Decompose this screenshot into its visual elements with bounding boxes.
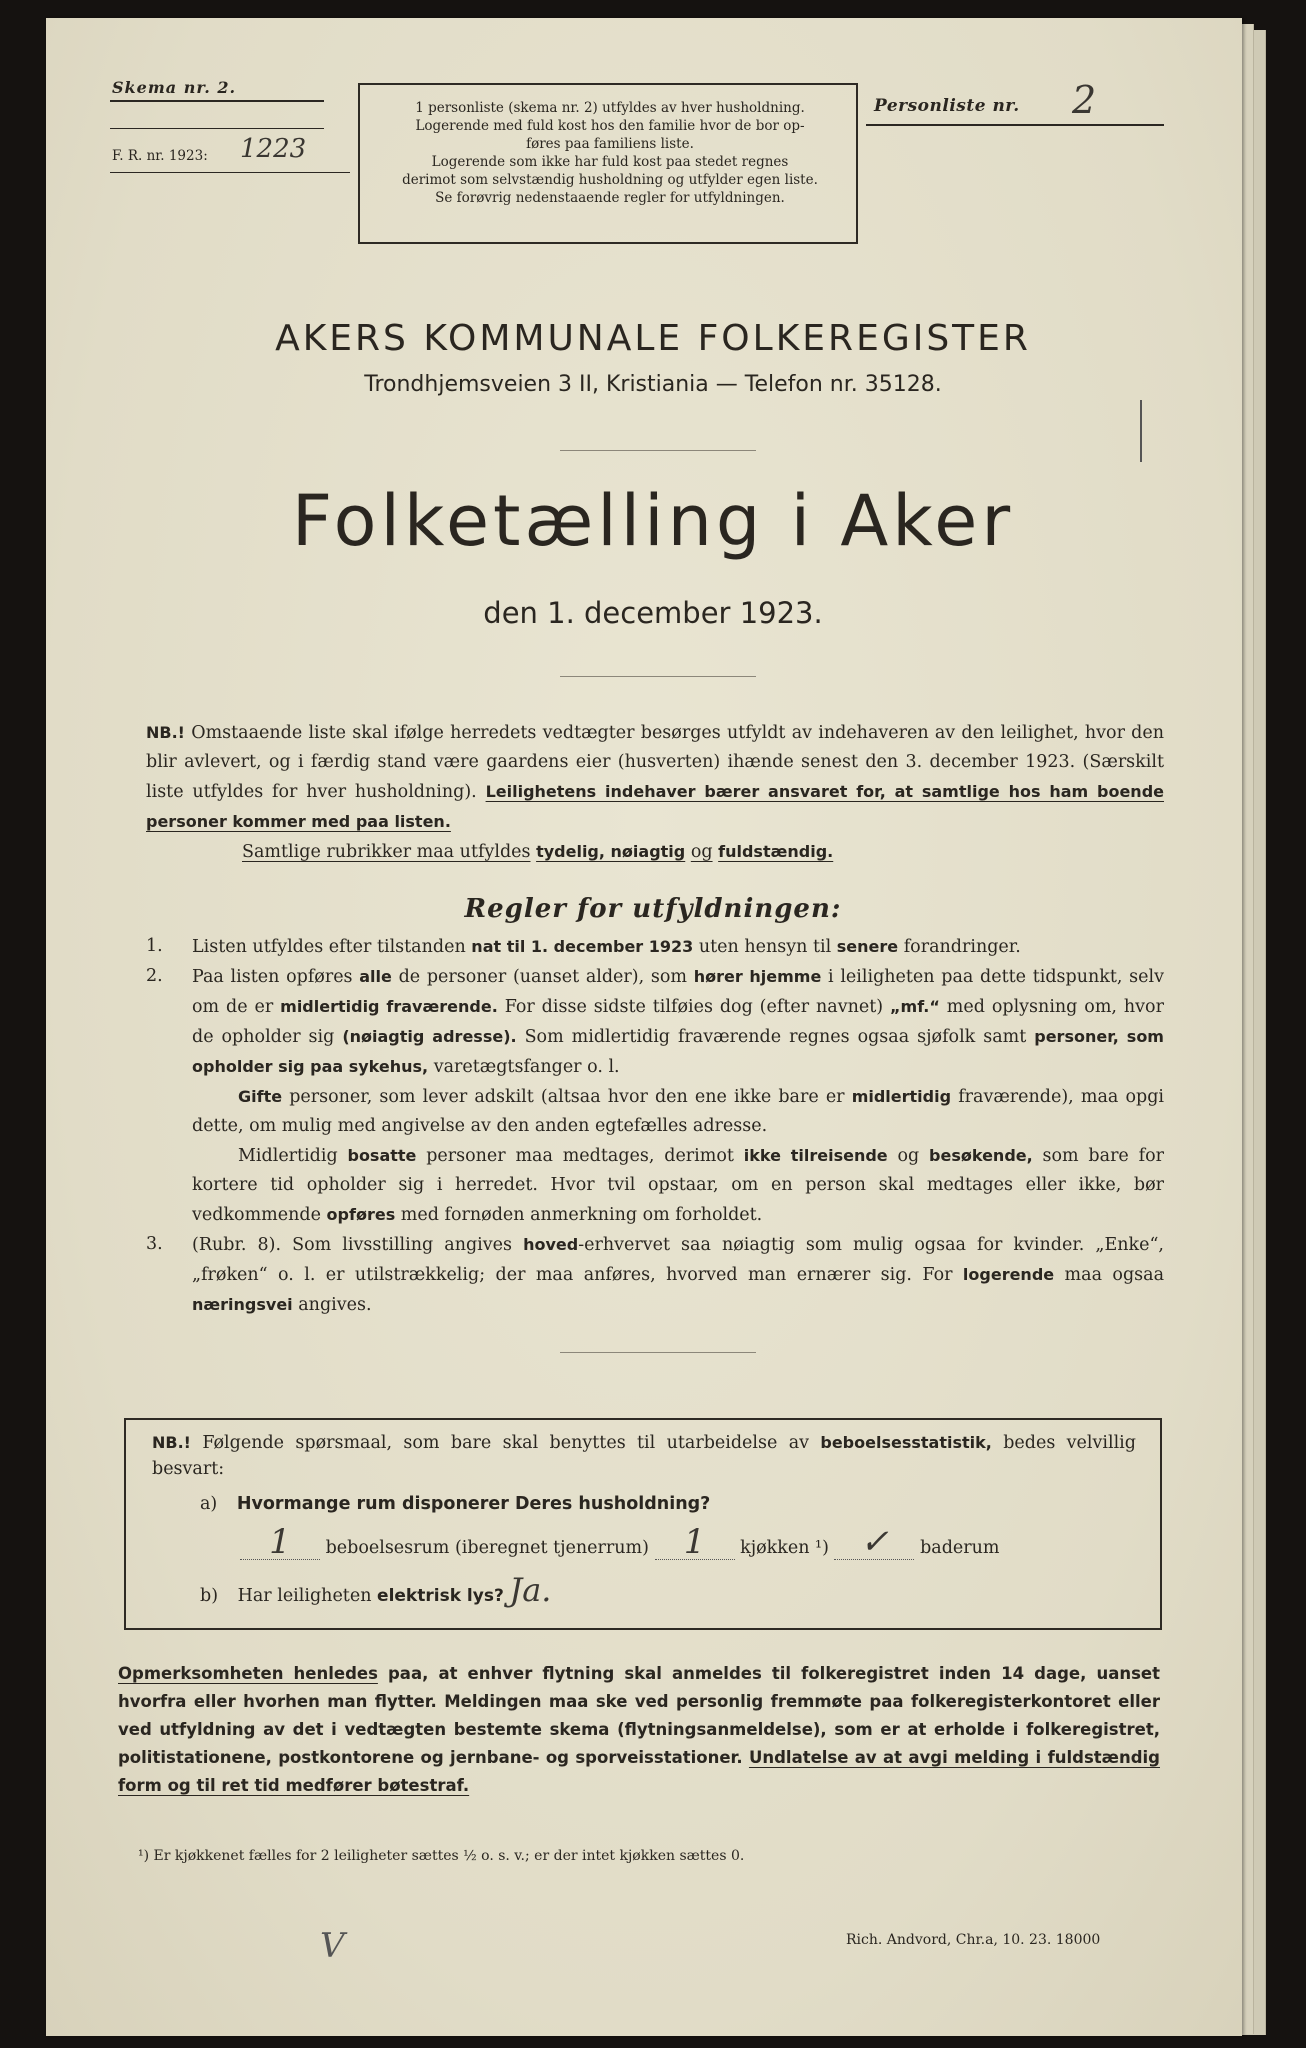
fr-rule <box>110 172 350 173</box>
rubrics-and: og <box>690 842 713 862</box>
rule-1 <box>146 932 1164 962</box>
rule-bold: hoved <box>523 1235 579 1254</box>
info-line: derimot som selvstændig husholdning og utfylder egen liste. <box>402 172 818 188</box>
rule-text: personer, som lever adskilt (altsaa hvor den ene ikke bare er <box>289 1087 845 1107</box>
skema-label: Skema nr. 2. <box>112 78 237 97</box>
organization-name: AKERS KOMMUNALE FOLKEREGISTER <box>275 318 1031 359</box>
question-b-bold: elektrisk lys? <box>377 1586 504 1606</box>
rule-bold: besøkende, <box>929 1146 1033 1165</box>
rule-bold: „mf.“ <box>890 997 940 1016</box>
rule-bold: Gifte <box>238 1087 283 1106</box>
rule-bold: ikke tilreisende <box>743 1146 888 1165</box>
rules-divider <box>560 1352 756 1353</box>
notice-lead: Opmerksomheten henledes <box>118 1664 378 1683</box>
question-a <box>152 1490 1136 1519</box>
personliste-rule <box>866 124 1164 126</box>
rule-text: med oplysning om, hvor de opholder sig <box>192 997 1164 1047</box>
question-b-text: Har leiligheten <box>237 1586 372 1606</box>
rule-text: fraværende), maa opgi dette, om mulig med angivelse av den anden egtefælles adresse. <box>192 1087 1164 1136</box>
rule-text: Listen utfyldes efter tilstanden <box>192 937 466 957</box>
housing-intro <box>152 1430 1136 1482</box>
housing-questions <box>152 1430 1136 1613</box>
rubrics-bold-1: tydelig, nøiagtig <box>536 842 686 861</box>
housing-intro-bold: beboelsesstatistik, <box>820 1433 992 1452</box>
question-a-answers <box>152 1522 1136 1565</box>
rule-text: med fornøden anmerkning om forholdet. <box>400 1205 763 1225</box>
rule-bold: senere <box>836 937 899 956</box>
moving-notice <box>118 1660 1160 1800</box>
household-info-box <box>358 83 858 244</box>
nb-rubrics <box>146 842 833 862</box>
bathroom-unit: baderum <box>920 1538 1000 1558</box>
nb-responsibility: Leilighetens indehaver bærer ansvaret for, at samtlige hos ham boende personer kommer med paa listen. <box>146 782 1164 831</box>
info-line: Logerende med fuld kost hos den familie hvor de bor op- <box>415 118 805 134</box>
rule-text: -erhvervet saa nøiagtig som mulig ogsaa for kvinder. „Enke“, „frøken“ o. l. er utilstrækkelig; der maa anføres, hvorved man ernærer sig. For <box>192 1235 1164 1285</box>
info-line: Logerende som ikke har fuld kost paa stedet regnes <box>431 154 789 170</box>
rules-list <box>146 932 1164 1320</box>
question-b-label: b) <box>200 1586 219 1606</box>
rules-heading: Regler for utfyldningen: <box>464 894 842 924</box>
rule-text: Paa listen opføres <box>192 967 353 987</box>
rule-text: som bare for kortere tid opholder sig i herredet. Hvor tvil opstaar, om en person skal medtages eller ikke, bør vedkommende <box>192 1146 1164 1225</box>
notice-text: paa, at enhver flytning skal anmeldes til folkeregistret inden 14 dage, uanset hvorfra eller hvorhen man flytter. Meldingen maa ske ved personlig fremmøte paa folkeregisterkontoret eller ved utfyldning av det i vedtægten bestemte skema (flytningsanmeldelse), som er at erholde i folkeregistret, politistationene, postkontorene og jernbane- og sporveisstationer. <box>118 1664 1160 1767</box>
rule-bold: midlertidig <box>851 1087 952 1106</box>
rule-bold: nat til 1. december 1923 <box>471 937 694 956</box>
rule-text: uten hensyn til <box>698 937 832 957</box>
notice-penalty: Undlatelse av at avgi melding i fuldstændig form og til ret tid medfører bøtestraf. <box>118 1748 1160 1795</box>
rule-bold: (nøiagtig adresse). <box>342 1027 517 1046</box>
rooms-unit: beboelsesrum (iberegnet tjenerrum) <box>325 1538 649 1558</box>
rule-bold: hører hjemme <box>693 967 822 986</box>
rule-2 <box>146 962 1164 1082</box>
question-a-text: Hvormange rum disponerer Deres husholdning? <box>236 1494 711 1514</box>
nb-text: Omstaaende liste skal ifølge herredets vedtægter besørges utfyldt av indehaveren av den leilighet, hvor den blir avlevert, og i færdig stand være gaardens eier (husverten) ihænde senest den 3. december 1923. (Særskilt liste utfyldes for hver husholdning). <box>146 723 1164 802</box>
rule-number: 1. <box>146 936 163 956</box>
rule-bold: midlertidig fraværende. <box>280 997 498 1016</box>
margin-pencil-stroke <box>1140 400 1142 462</box>
bathroom-answer[interactable]: ✓ <box>834 1525 914 1560</box>
rule-text: i leiligheten paa dette tidspunkt, selv om de er <box>192 967 1164 1017</box>
date-divider <box>560 676 756 677</box>
rule-text: (Rubr. 8). Som livsstilling angives <box>192 1235 513 1255</box>
rule-2-married <box>146 1082 1164 1141</box>
footnote: ¹) Er kjøkkenet fælles for 2 leiligheter sættes ½ o. s. v.; er der intet kjøkken sættes 0. <box>138 1848 745 1864</box>
pencil-mark: V <box>320 1926 345 1966</box>
electric-light-answer[interactable]: Ja. <box>509 1571 552 1609</box>
page-title: Folketælling i Aker <box>291 480 1015 562</box>
rule-2-temporary <box>146 1141 1164 1230</box>
rooms-answer[interactable]: 1 <box>240 1525 320 1560</box>
skema-rule <box>110 100 324 102</box>
rubrics-text: Samtlige rubrikker maa utfyldes <box>242 842 531 862</box>
rule-text: de personer (uanset alder), som <box>398 967 687 987</box>
rule-bold: næringsvei <box>192 1295 293 1314</box>
question-b <box>152 1573 1136 1613</box>
census-date: den 1. december 1923. <box>483 596 823 630</box>
rule-text: og <box>897 1146 920 1166</box>
rule-bold: bosatte <box>347 1146 417 1165</box>
info-line: 1 personliste (skema nr. 2) utfyldes av hver husholdning. <box>415 100 805 116</box>
housing-intro-text: bedes velvillig besvart: <box>152 1433 1136 1479</box>
rule-bold: alle <box>359 967 392 986</box>
question-a-label: a) <box>200 1494 218 1514</box>
info-line: føres paa familiens liste. <box>526 136 694 152</box>
rule-text: Midlertidig <box>238 1146 338 1166</box>
housing-intro-text: Følgende spørsmaal, som bare skal benyttes til utarbeidelse av <box>202 1433 810 1453</box>
rubrics-bold-2: fuldstændig. <box>718 842 834 861</box>
rule-text: forandringer. <box>903 937 1021 957</box>
rule-text: For disse sidste tilføies dog (efter navnet) <box>504 997 884 1017</box>
rule-bold: personer, som opholder sig paa sykehus, <box>192 1027 1164 1076</box>
rule-text: personer maa medtages, derimot <box>426 1146 734 1166</box>
skema-rule-2 <box>110 128 324 129</box>
rule-text: maa ogsaa <box>1064 1265 1164 1285</box>
personliste-value: 2 <box>1072 78 1097 122</box>
nb2-label: NB.! <box>152 1433 191 1452</box>
rule-3 <box>146 1230 1164 1320</box>
fr-number-label: F. R. nr. 1923: <box>112 148 208 164</box>
rule-text: Som midlertidig fraværende regnes ogsaa sjøfolk samt <box>524 1027 1027 1047</box>
nb-instructions <box>146 718 1164 867</box>
organization-address: Trondhjemsveien 3 II, Kristiania — Telefon nr. 35128. <box>364 372 942 397</box>
rule-number: 2. <box>146 966 163 986</box>
nb-label: NB.! <box>146 723 185 742</box>
rule-text: angives. <box>298 1295 372 1315</box>
fr-number-value: 1223 <box>240 134 307 164</box>
info-line: Se forøvrig nedenstaaende regler for utfyldningen. <box>435 190 785 206</box>
rule-text: varetægtsfanger o. l. <box>433 1057 620 1077</box>
title-divider <box>560 450 756 451</box>
rule-bold: logerende <box>962 1265 1055 1284</box>
rule-bold: opføres <box>326 1205 396 1224</box>
personliste-label: Personliste nr. <box>874 96 1020 116</box>
printer-imprint: Rich. Andvord, Chr.a, 10. 23. 18000 <box>846 1932 1101 1948</box>
rule-number: 3. <box>146 1234 163 1254</box>
kitchen-unit: kjøkken ¹) <box>740 1538 829 1558</box>
kitchen-answer[interactable]: 1 <box>655 1525 735 1560</box>
